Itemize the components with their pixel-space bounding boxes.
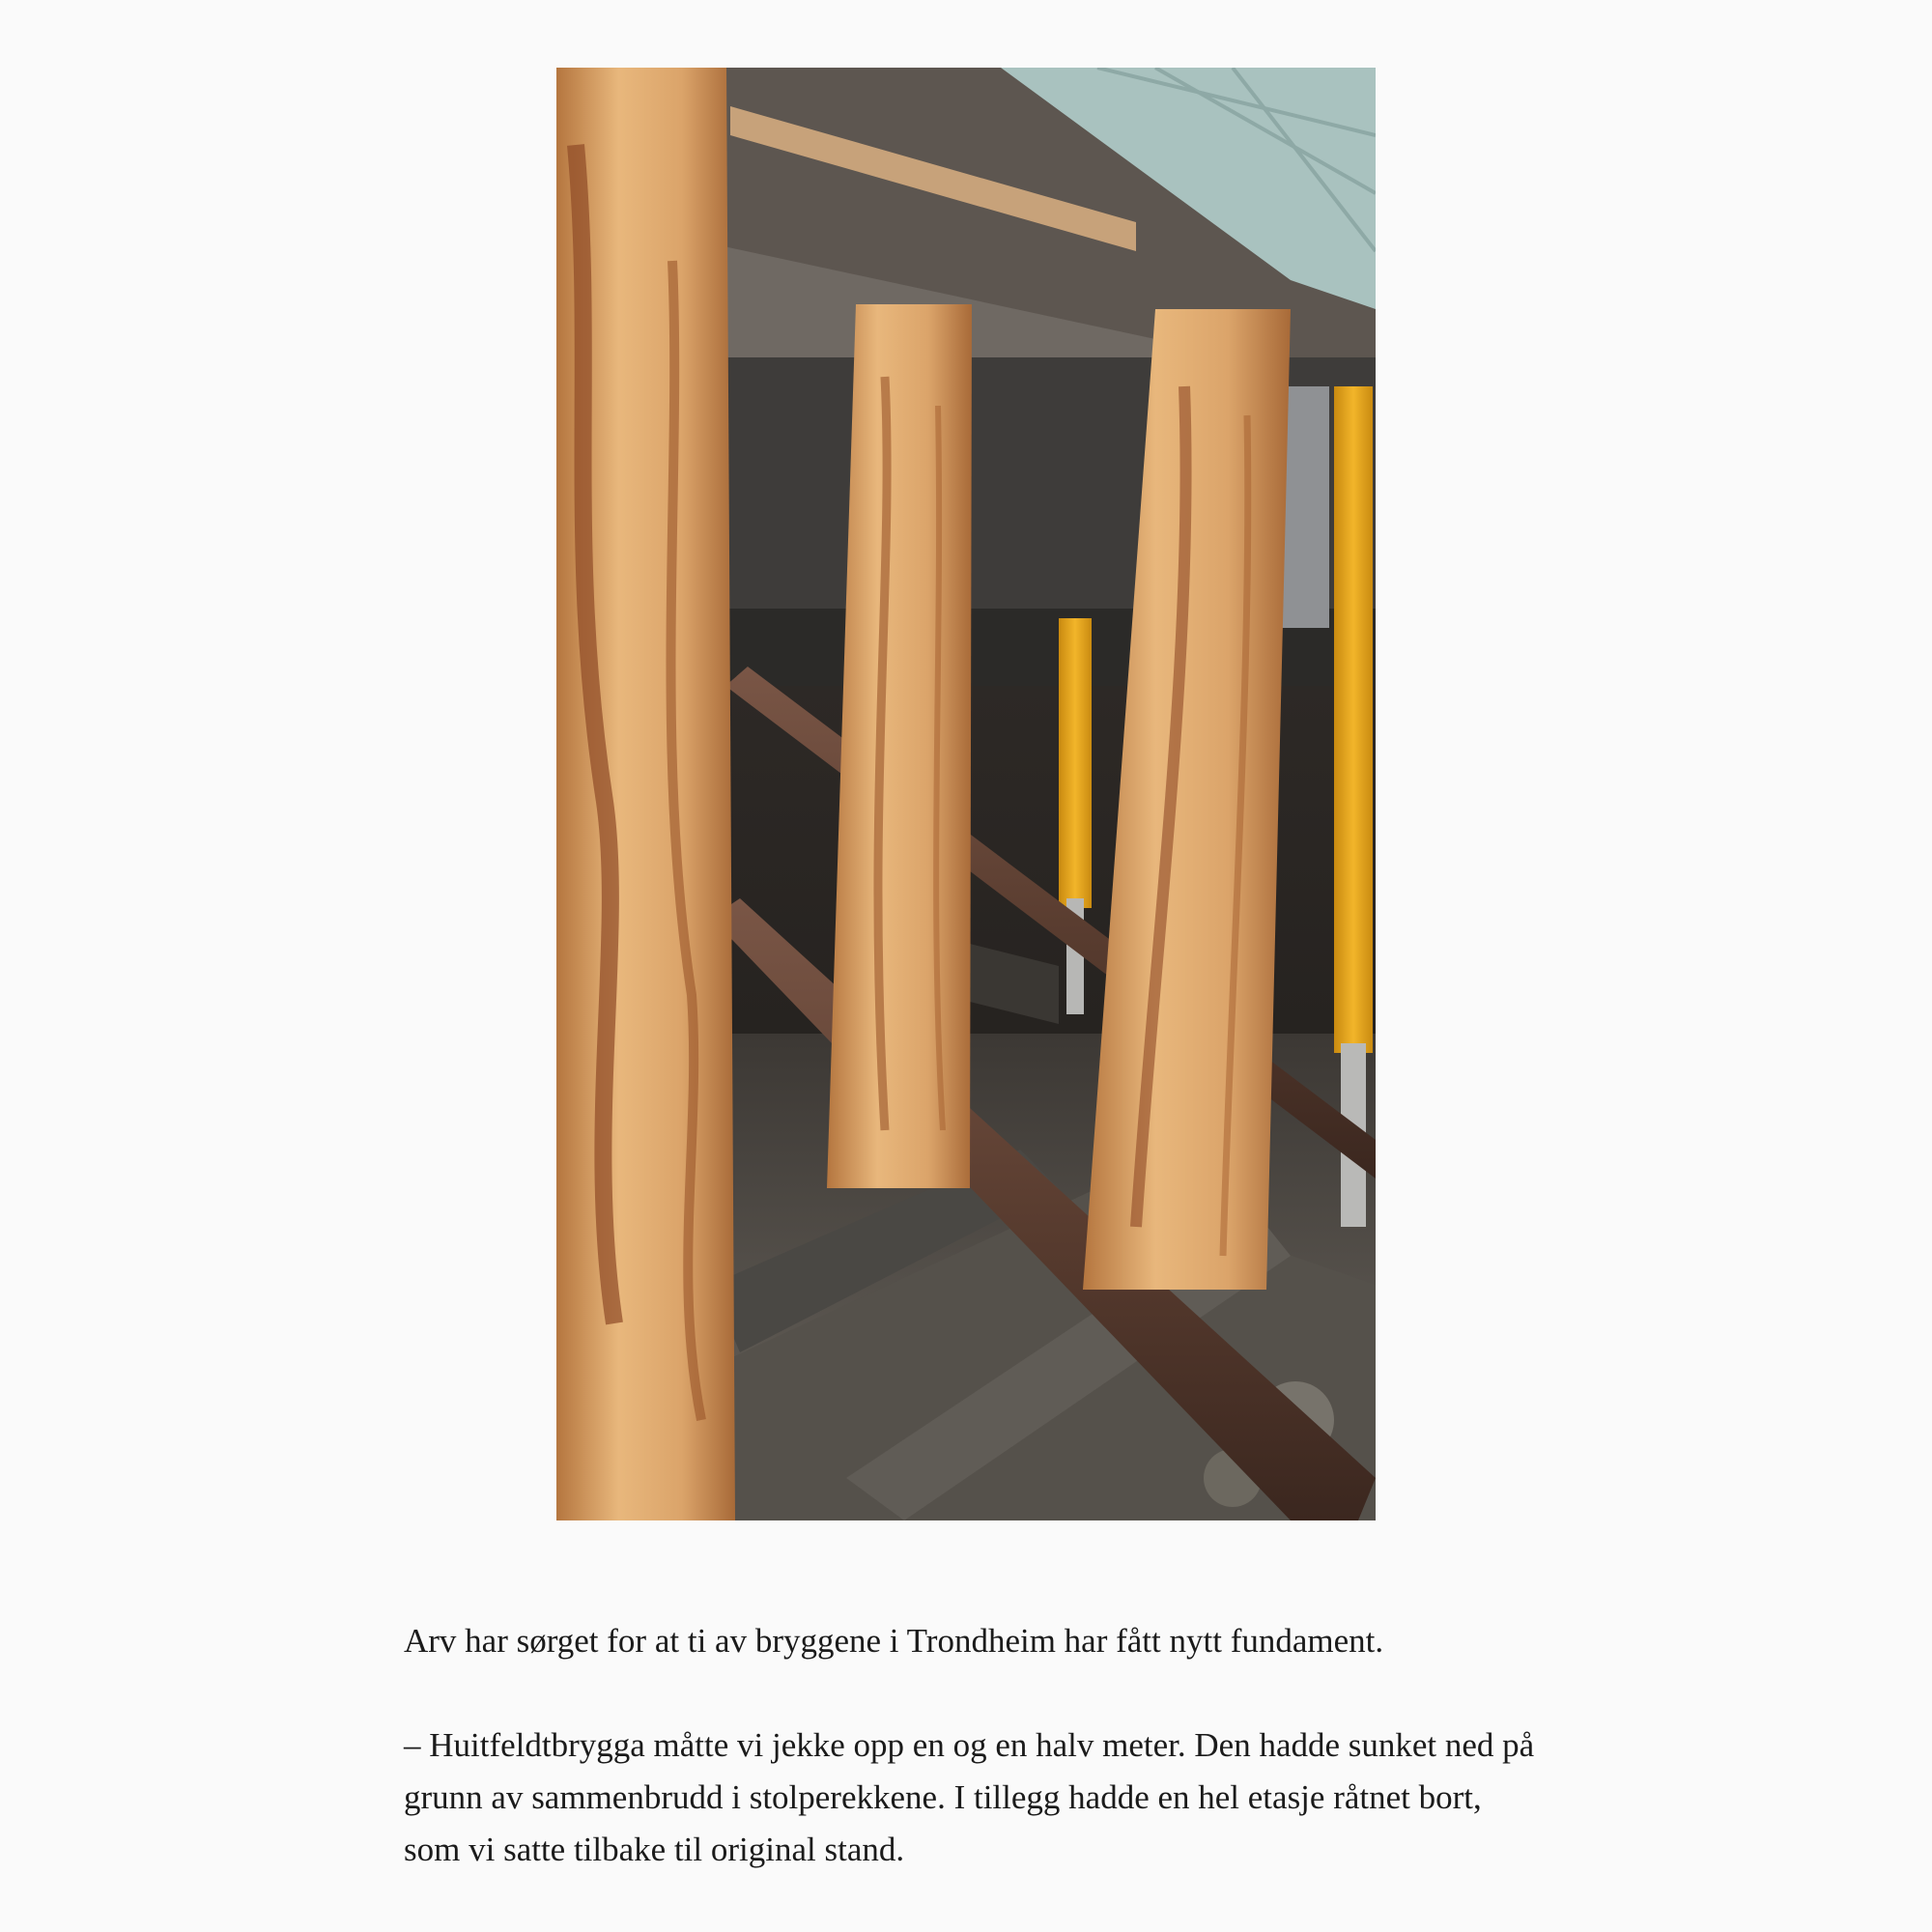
article-photo [556, 68, 1376, 1520]
photo-image [556, 68, 1376, 1520]
body-paragraph: Arv har sørget for at ti av bryggene i Trondheim har fått nytt fundament. [404, 1622, 1384, 1660]
article-body [404, 1615, 1544, 1876]
body-paragraph-quote: – Huitfeldtbrygga måtte vi jekke opp en og en halv meter. Den hadde sunket ned på grunn av sammenbrudd i stolperekkene. I tillegg hadde en hel etasje råtnet bort, som vi satte tilbake til original stand. [404, 1726, 1535, 1868]
